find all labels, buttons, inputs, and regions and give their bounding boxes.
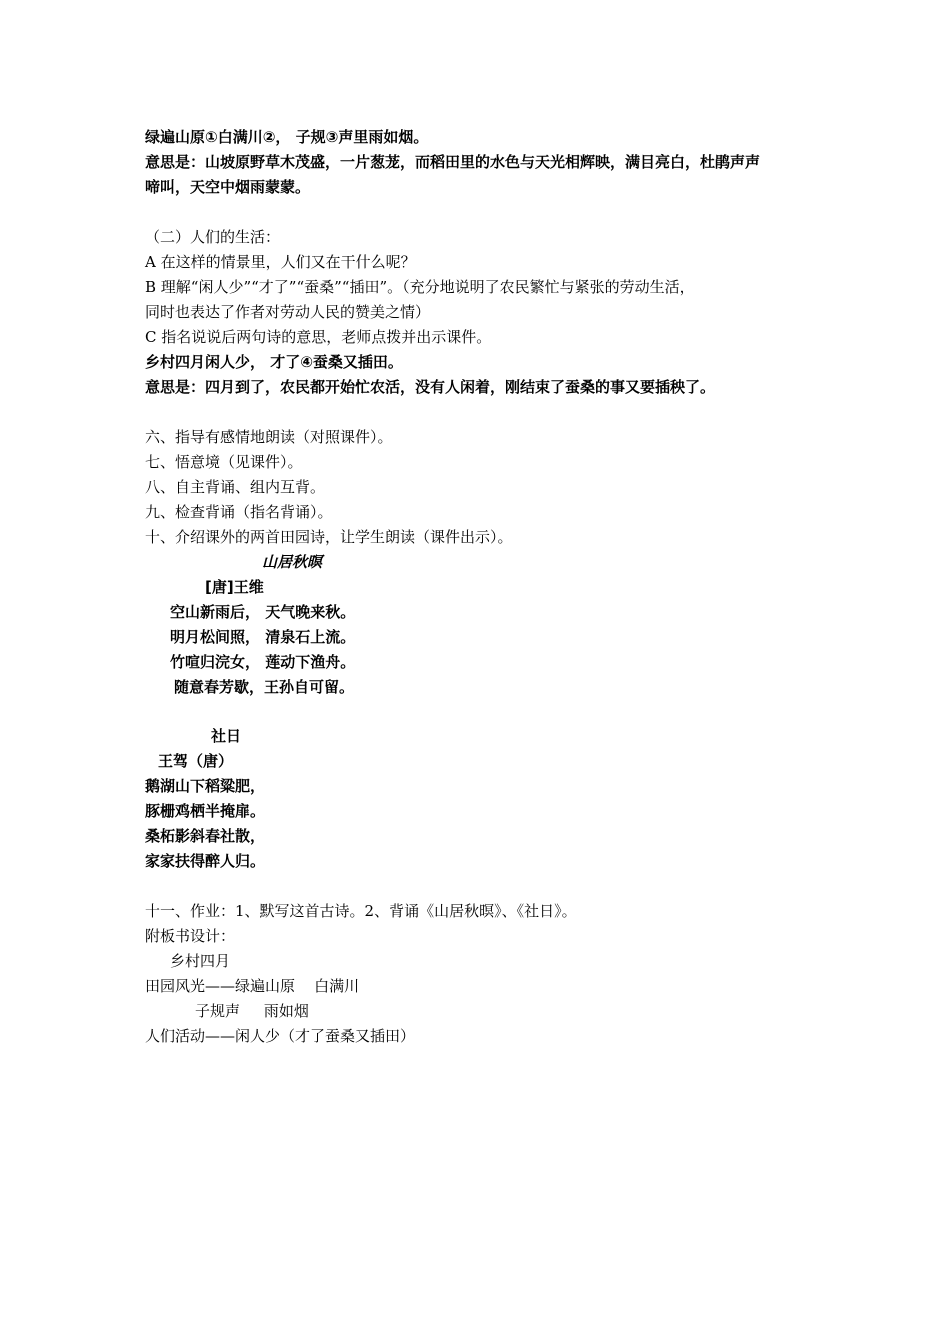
poem-line-scenery: 绿遍山原①白满川②， 子规③声里雨如烟。 xyxy=(145,128,429,146)
item-c: C 指名说说后两句诗的意思，老师点拨并出示课件。 xyxy=(145,328,492,346)
item-b: B 理解“闲人少”“才了”“蚕桑”“插田”。（充分地说明了农民繁忙与紧张的劳动生活， xyxy=(145,278,695,296)
poem-author: [唐]王维 xyxy=(205,578,264,596)
meaning-line-life: 意思是：四月到了，农民都开始忙农活，没有人闲着，刚结束了蚕桑的事又要插秧了。 xyxy=(145,378,716,396)
item-b-continued: 同时也表达了作者对劳动人民的赞美之情） xyxy=(145,303,431,321)
board-row: 田园风光——绿遍山原 白满川 xyxy=(145,977,360,995)
board-row: 子规声 雨如烟 xyxy=(195,1002,309,1020)
poem-title: 社日 xyxy=(211,727,242,745)
step-item: 十、介绍课外的两首田园诗，让学生朗读（课件出示）。 xyxy=(145,528,513,546)
board-row: 人们活动——闲人少（才了蚕桑又插田） xyxy=(145,1027,416,1045)
poem-line: 明月松间照， 清泉石上流。 xyxy=(170,628,356,646)
item-a: A 在这样的情景里，人们又在干什么呢？ xyxy=(145,253,416,271)
board-title: 乡村四月 xyxy=(170,952,231,970)
poem-line: 鹅湖山下稻粱肥， xyxy=(145,777,266,795)
poem-title: 山居秋暝 xyxy=(262,553,323,571)
step-item: 八、自主背诵、组内互背。 xyxy=(145,478,326,496)
poem-line: 随意春芳歇，王孙自可留。 xyxy=(174,678,355,696)
poem-line: 豚栅鸡栖半掩扉。 xyxy=(145,802,266,820)
board-heading: 附板书设计： xyxy=(145,927,236,945)
meaning-line: 意思是：山坡原野草木茂盛，一片葱茏，而稻田里的水色与天光相辉映，满目亮白，杜鹃声声 xyxy=(145,153,761,171)
poem-author: 王驾（唐） xyxy=(158,752,234,770)
section-heading-life: （二）人们的生活： xyxy=(145,228,281,246)
step-item: 九、检查背诵（指名背诵）。 xyxy=(145,503,333,521)
poem-line: 空山新雨后， 天气晚来秋。 xyxy=(170,603,356,621)
poem-line-life: 乡村四月闲人少， 才了④蚕桑又插田。 xyxy=(145,353,403,371)
step-item: 七、悟意境（见课件）。 xyxy=(145,453,303,471)
poem-line: 家家扶得醉人归。 xyxy=(145,852,266,870)
step-item: 六、指导有感情地朗读（对照课件）。 xyxy=(145,428,393,446)
poem-line: 竹喧归浣女， 莲动下渔舟。 xyxy=(170,653,356,671)
poem-line: 桑柘影斜春社散， xyxy=(145,827,266,845)
meaning-line: 啼叫，天空中烟雨蒙蒙。 xyxy=(145,178,311,196)
homework-line: 十一、作业：1、默写这首古诗。2、背诵《山居秋暝》、《社日》。 xyxy=(145,902,577,920)
